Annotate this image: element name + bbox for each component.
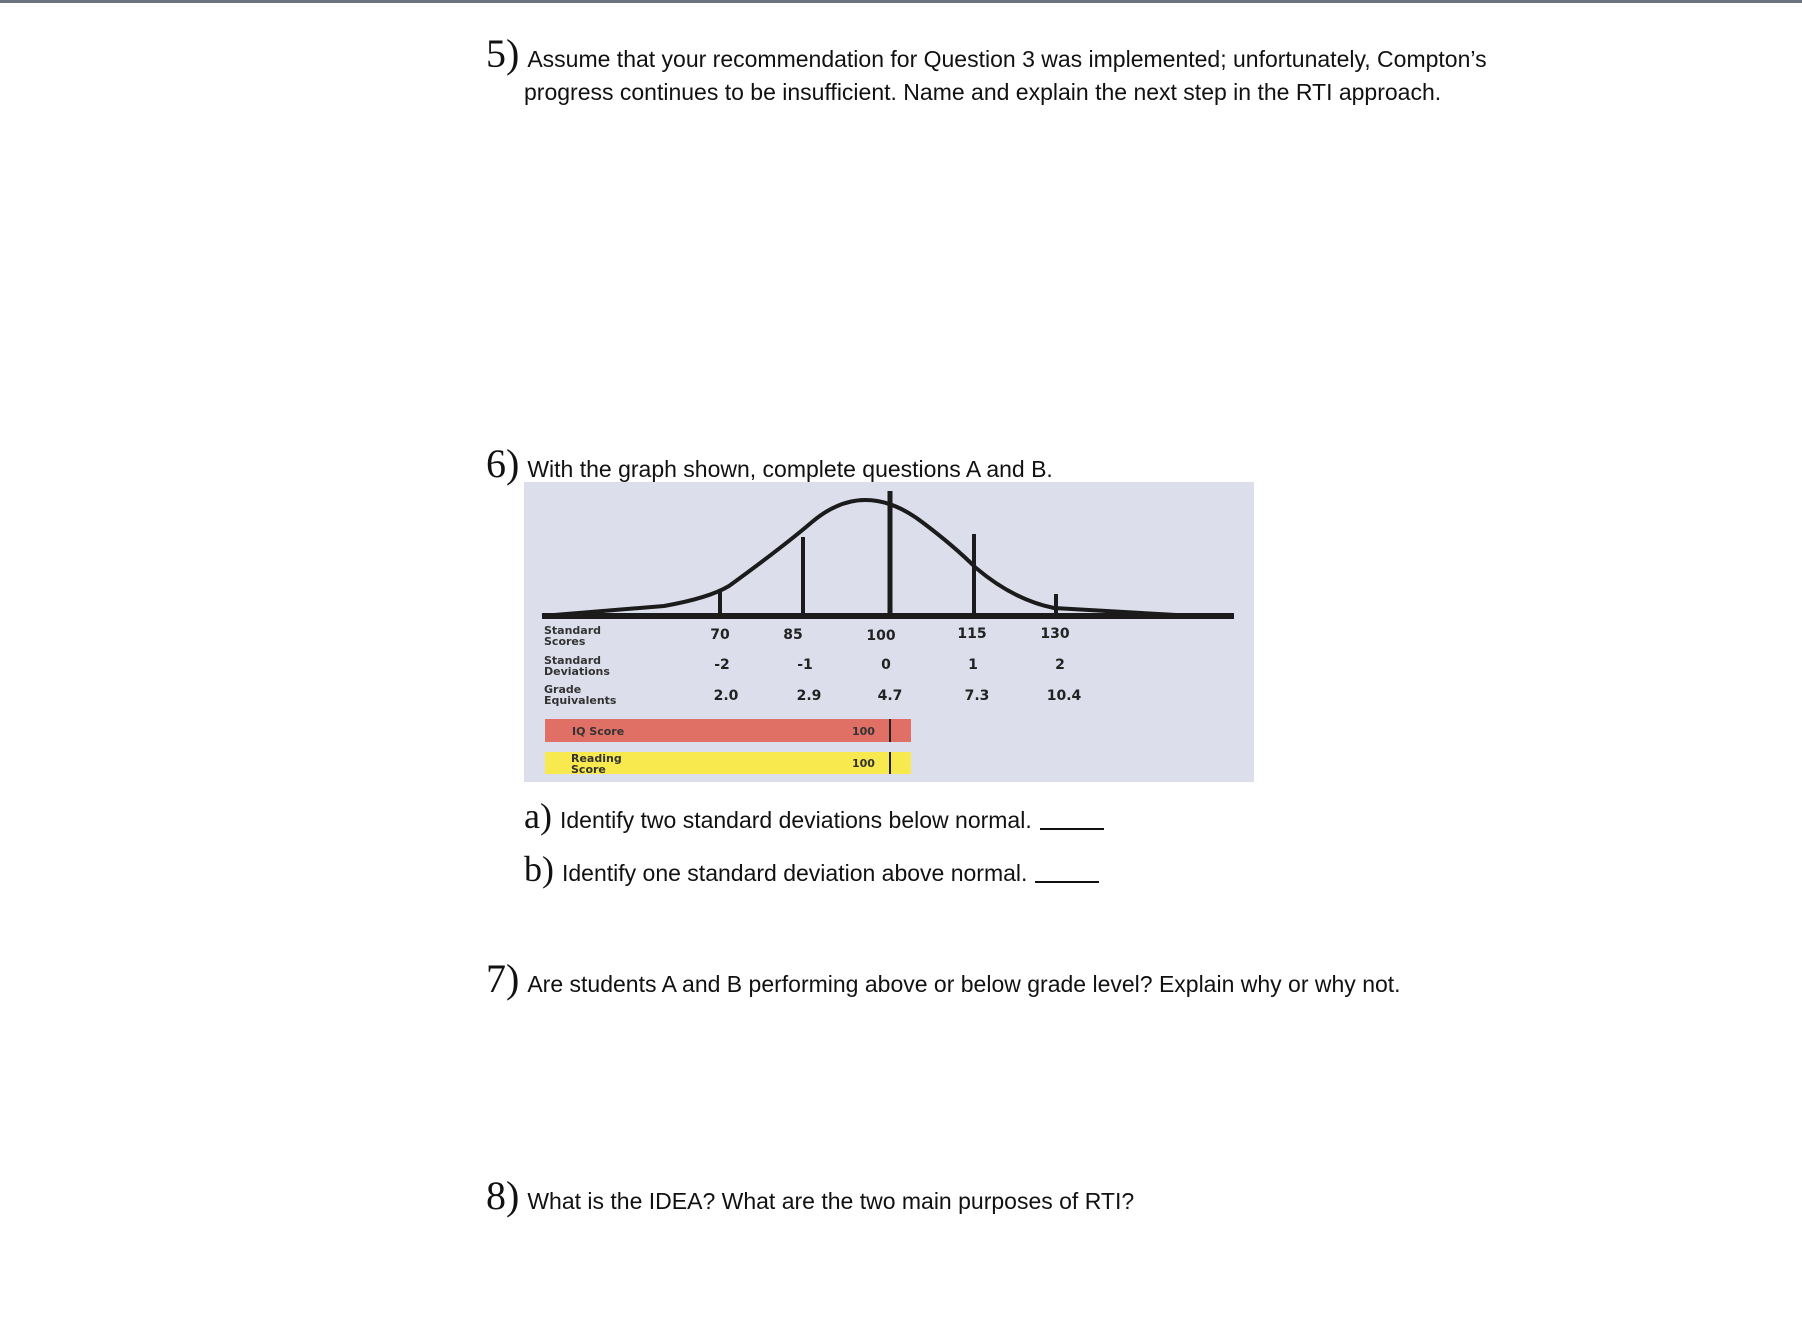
question-5 — [486, 30, 1536, 107]
iq-score-label: IQ Score — [572, 725, 625, 738]
question-5-line-1: Assume that your recommendation for Question 3 was implemented; unfortunately, Compton’s — [527, 46, 1487, 72]
row-label-standard-deviations-2: Deviations — [544, 665, 610, 678]
question-7-number: 7) — [486, 956, 520, 1001]
question-6a-answer-blank[interactable] — [1040, 828, 1104, 830]
row-label-grade-equivalents-1: Grade — [544, 683, 582, 696]
grade-equivalent-4-7: 4.7 — [877, 688, 903, 704]
question-6a-letter: a) — [524, 796, 552, 836]
question-6b-text: Identify one standard deviation above normal. — [562, 860, 1028, 886]
reading-score-value: 100 — [852, 757, 875, 770]
standard-score-115: 115 — [957, 626, 987, 642]
sd-minus-2: -2 — [714, 657, 730, 673]
standard-score-85: 85 — [783, 627, 803, 643]
question-6b-letter: b) — [524, 849, 554, 889]
sd-minus-1: -1 — [797, 657, 813, 673]
question-6a-text: Identify two standard deviations below normal. — [559, 807, 1032, 833]
question-5-number: 5) — [486, 31, 520, 76]
question-6b — [524, 848, 1099, 890]
question-8-number: 8) — [486, 1173, 520, 1218]
normal-distribution-chart — [524, 482, 1254, 782]
iq-score-value: 100 — [852, 725, 875, 738]
question-6b-answer-blank[interactable] — [1035, 881, 1099, 883]
grade-equivalent-2-9: 2.9 — [796, 688, 822, 704]
standard-score-130: 130 — [1040, 626, 1070, 642]
question-6-text: With the graph shown, complete questions A and B. — [527, 456, 1053, 482]
question-6 — [486, 440, 1053, 487]
question-6a — [524, 795, 1104, 837]
question-7 — [486, 955, 1401, 1002]
sd-plus-2: 2 — [1055, 657, 1065, 673]
chart-svg — [524, 482, 1254, 782]
question-7-text: Are students A and B performing above or below grade level? Explain why or why not. — [527, 971, 1401, 997]
row-label-standard-scores-1: Standard — [544, 624, 602, 637]
standard-score-100: 100 — [866, 628, 896, 644]
question-8-text: What is the IDEA? What are the two main purposes of RTI? — [527, 1188, 1135, 1214]
sd-plus-1: 1 — [968, 657, 978, 673]
reading-score-label-1: Reading — [571, 752, 622, 765]
row-label-standard-deviations-1: Standard — [544, 654, 602, 667]
bell-curve — [542, 500, 1194, 616]
grade-equivalent-7-3: 7.3 — [964, 688, 990, 704]
row-label-standard-scores-2: Scores — [544, 635, 586, 648]
row-label-grade-equivalents-2: Equivalents — [544, 694, 617, 707]
top-border — [0, 0, 1802, 3]
standard-score-70: 70 — [710, 627, 730, 643]
question-6-number: 6) — [486, 441, 520, 486]
question-5-line-2: progress continues to be insufficient. Name and explain the next step in the RTI approach. — [524, 79, 1442, 105]
grade-equivalent-10-4: 10.4 — [1046, 688, 1082, 704]
question-8 — [486, 1172, 1134, 1219]
reading-score-label-2: Score — [571, 763, 606, 776]
grade-equivalent-2-0: 2.0 — [713, 688, 739, 704]
sd-zero: 0 — [881, 657, 891, 673]
